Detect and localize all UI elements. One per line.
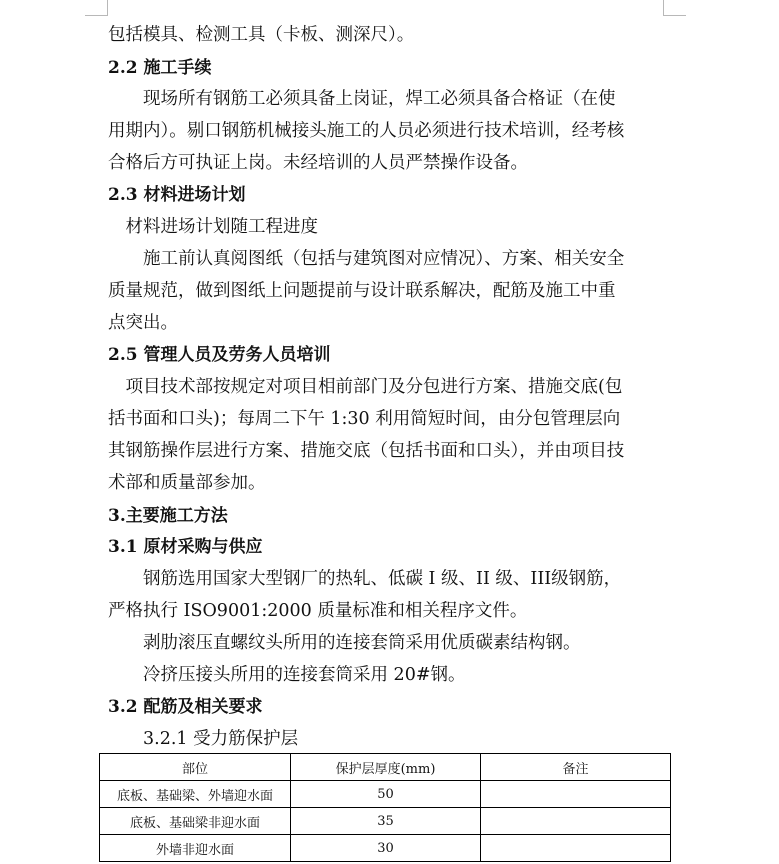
table-cell: 50 [291,781,481,808]
body-text: 用期内）。剔口钢筋机械接头施工的人员必须进行技术培训，经考核 [108,121,625,141]
body-text: 质量规范，做到图纸上问题提前与设计联系解决，配筋及施工中重 [108,281,616,301]
table-cell: 外墙非迎水面 [100,835,291,862]
table-row [100,781,671,808]
section-heading: 2.5 管理人员及劳务人员培训 [108,345,331,365]
table-header-cell: 部位 [100,754,291,781]
table-header-row [100,754,671,781]
section-heading: 3.2 配筋及相关要求 [108,697,263,717]
table-cell: 底板、基础梁非迎水面 [100,808,291,835]
table-header-cell: 保护层厚度(mm) [291,754,481,781]
body-text: 剥肋滚压直螺纹头所用的连接套筒采用优质碳素结构钢。 [108,633,581,653]
table-cell [481,835,671,862]
body-text: 其钢筋操作层进行方案、措施交底（包括书面和口头），并由项目技 [108,441,625,461]
body-text: 3.2.1 受力筋保护层 [108,729,299,749]
body-text: 材料进场计划随工程进度 [108,217,318,237]
body-text: 术部和质量部参加。 [108,473,266,493]
table-cell [481,808,671,835]
table-row [100,808,671,835]
corner-mark-left-h [85,15,108,16]
body-text: 点突出。 [108,313,178,333]
body-text: 包括模具、检测工具（卡板、测深尺）。 [108,25,415,45]
section-heading: 2.3 材料进场计划 [108,185,246,205]
body-text: 括书面和口头)；每周二下午 1:30 利用简短时间，由分包管理层向 [108,409,621,429]
table-header-cell: 备注 [481,754,671,781]
corner-mark-right-v [663,0,664,16]
section-heading: 3.主要施工方法 [108,506,228,526]
table-cell: 35 [291,808,481,835]
body-text: 项目技术部按规定对项目相前部门及分包进行方案、措施交底(包 [108,377,623,397]
section-heading: 2.2 施工手续 [108,58,212,78]
table-cell: 底板、基础梁、外墙迎水面 [100,781,291,808]
corner-mark-right-h [663,15,686,16]
section-heading: 3.1 原材采购与供应 [108,537,263,557]
cover-thickness-table [99,753,671,862]
body-text: 现场所有钢筋工必须具备上岗证，焊工必须具备合格证（在使 [108,89,616,109]
body-text: 钢筋选用国家大型钢厂的热轧、低碳 I 级、II 级、III级钢筋， [108,569,622,589]
body-text: 施工前认真阅图纸（包括与建筑图对应情况）、方案、相关安全 [108,249,625,269]
table-row [100,835,671,862]
body-text: 合格后方可执证上岗。未经培训的人员严禁操作设备。 [108,153,528,173]
table-cell [481,781,671,808]
body-text: 冷挤压接头所用的连接套筒采用 20#钢。 [108,665,466,685]
corner-mark-left-v [107,0,108,16]
table-cell: 30 [291,835,481,862]
body-text: 严格执行 ISO9001:2000 质量标准和相关程序文件。 [108,601,528,621]
